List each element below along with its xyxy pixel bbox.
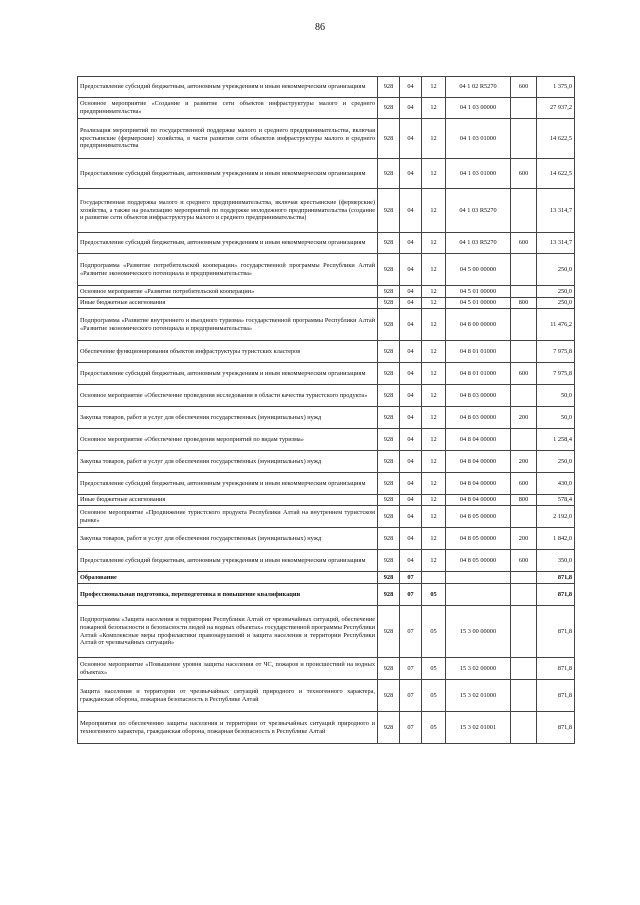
table-row [78,550,575,572]
cell-subsection: 05 [422,658,446,680]
cell-subsection: 12 [422,473,446,495]
cell-subsection: 12 [422,98,446,119]
cell-target-article: 04 5 01 00000 [446,298,511,309]
cell-target-article: 15 3 02 01001 [446,712,511,744]
cell-name: Мероприятия по обеспечению защиты населения и территории от чрезвычайных ситуаций природного и техногенного характера, гражданская оборона, пожарная безопасность в Республике Алтай [78,712,378,744]
cell-expense-type [511,341,537,363]
cell-name: Подпрограмма «Защита населения и территории Республики Алтай от чрезвычайных ситуаций, обеспечение пожарной безопасности и безопасности людей на водных объектах» государственной программы Республики Алтай «Комплексные меры профилактики правонарушений и защита населения и территории Республики Алтай от чрезвычайных ситуаций» [78,606,378,658]
cell-grbs: 928 [378,298,400,309]
table-row [78,658,575,680]
cell-section: 04 [400,286,422,298]
cell-expense-type [511,119,537,159]
cell-subsection: 12 [422,407,446,429]
cell-name: Предоставление субсидий бюджетным, автономным учреждениям и иным некоммерческим организациям [78,363,378,385]
table-row [78,407,575,429]
cell-section: 04 [400,550,422,572]
cell-target-article: 04 1 02 R5270 [446,77,511,98]
cell-amount: 50,0 [537,385,575,407]
cell-name: Предоставление субсидий бюджетным, автономным учреждениям и иным некоммерческим организациям [78,550,378,572]
cell-grbs: 928 [378,159,400,189]
page-number: 86 [315,22,325,33]
cell-subsection: 12 [422,363,446,385]
cell-grbs: 928 [378,119,400,159]
cell-section: 04 [400,429,422,451]
cell-grbs: 928 [378,254,400,286]
cell-grbs: 928 [378,286,400,298]
cell-section: 04 [400,528,422,550]
table-row [78,189,575,233]
cell-amount: 7 975,8 [537,363,575,385]
cell-amount: 250,0 [537,254,575,286]
cell-amount: 2 192,0 [537,506,575,528]
cell-subsection: 12 [422,233,446,254]
table-row [78,495,575,506]
cell-grbs: 928 [378,584,400,606]
cell-expense-type [511,606,537,658]
cell-section: 04 [400,298,422,309]
cell-grbs: 928 [378,473,400,495]
cell-expense-type [511,506,537,528]
cell-amount: 578,4 [537,495,575,506]
cell-amount: 14 622,5 [537,159,575,189]
cell-target-article: 04 8 03 00000 [446,407,511,429]
cell-name: Предоставление субсидий бюджетным, автономным учреждениям и иным некоммерческим организациям [78,159,378,189]
cell-grbs: 928 [378,429,400,451]
cell-grbs: 928 [378,77,400,98]
cell-name: Закупка товаров, работ и услуг для обеспечения государственных (муниципальных) нужд [78,407,378,429]
cell-expense-type: 600 [511,233,537,254]
cell-grbs: 928 [378,506,400,528]
cell-subsection: 12 [422,298,446,309]
cell-name: Основное мероприятие «Создание и развитие сети объектов инфраструктуры малого и среднего предпринимательства» [78,98,378,119]
cell-subsection: 12 [422,309,446,341]
cell-grbs: 928 [378,189,400,233]
cell-target-article: 04 8 01 01000 [446,341,511,363]
cell-target-article: 04 8 04 00000 [446,495,511,506]
cell-section: 04 [400,495,422,506]
cell-amount: 430,0 [537,473,575,495]
cell-target-article: 04 8 05 00000 [446,550,511,572]
table-row [78,429,575,451]
budget-table [77,76,575,744]
table-row [78,572,575,584]
cell-name: Основное мероприятие «Продвижение туристского продукта Республики Алтай на внутреннем туристском рынке» [78,506,378,528]
cell-section: 07 [400,680,422,712]
table-row [78,298,575,309]
cell-subsection: 12 [422,189,446,233]
cell-name: Основное мероприятие «Развитие потребительской кооперации» [78,286,378,298]
cell-grbs: 928 [378,407,400,429]
table-row [78,77,575,98]
cell-expense-type [511,254,537,286]
cell-target-article: 04 8 01 01000 [446,363,511,385]
cell-expense-type: 600 [511,77,537,98]
cell-amount: 7 975,8 [537,341,575,363]
cell-amount: 250,0 [537,286,575,298]
cell-amount: 11 476,2 [537,309,575,341]
cell-amount: 13 314,7 [537,233,575,254]
cell-target-article: 04 5 00 00000 [446,254,511,286]
cell-name: Основное мероприятие «Обеспечение проведения мероприятий по видам туризма» [78,429,378,451]
table-row [78,584,575,606]
cell-target-article: 04 8 05 00000 [446,506,511,528]
cell-grbs: 928 [378,341,400,363]
cell-section: 04 [400,159,422,189]
table-row [78,606,575,658]
cell-expense-type [511,429,537,451]
cell-grbs: 928 [378,363,400,385]
cell-section: 07 [400,712,422,744]
cell-grbs: 928 [378,233,400,254]
cell-expense-type: 600 [511,550,537,572]
cell-subsection: 05 [422,606,446,658]
cell-expense-type: 200 [511,407,537,429]
cell-expense-type: 600 [511,473,537,495]
cell-target-article [446,584,511,606]
cell-subsection: 12 [422,451,446,473]
table-row [78,385,575,407]
cell-name: Защита населения и территории от чрезвычайных ситуаций природного и техногенного характера, гражданская оборона, пожарная безопасность в Республике Алтай [78,680,378,712]
cell-name: Подпрограмма «Развитие внутреннего и въездного туризма» государственной программы Республики Алтай «Развитие экономического потенциала и предпринимательства» [78,309,378,341]
cell-subsection: 12 [422,254,446,286]
cell-target-article: 15 3 00 00000 [446,606,511,658]
cell-name: Предоставление субсидий бюджетным, автономным учреждениям и иным некоммерческим организациям [78,473,378,495]
cell-expense-type: 800 [511,298,537,309]
cell-amount: 871,8 [537,584,575,606]
table-row [78,451,575,473]
cell-grbs: 928 [378,309,400,341]
table-row [78,712,575,744]
cell-name: Основное мероприятие «Обеспечение проведения исследования в области качества туристского продукта» [78,385,378,407]
cell-name: Основное мероприятие «Повышение уровня защиты населения от ЧС, пожаров и происшествий на водных объектах» [78,658,378,680]
cell-name: Иные бюджетные ассигнования [78,495,378,506]
cell-expense-type: 600 [511,159,537,189]
cell-section: 04 [400,341,422,363]
cell-subsection: 12 [422,495,446,506]
table-row [78,98,575,119]
cell-grbs: 928 [378,572,400,584]
cell-section: 07 [400,658,422,680]
cell-grbs: 928 [378,495,400,506]
cell-name: Обеспечение функционирования объектов инфраструктуры туристских кластеров [78,341,378,363]
cell-grbs: 928 [378,98,400,119]
cell-target-article: 04 1 03 R5270 [446,189,511,233]
cell-target-article: 04 8 04 00000 [446,429,511,451]
cell-amount: 871,8 [537,712,575,744]
cell-subsection [422,572,446,584]
cell-name: Государственная поддержка малого и среднего предпринимательства, включая крестьянские (фермерские) хозяйства, а также на реализацию мероприятий по поддержке молодежного предпринимательства (создание и развитие сети объектов инфраструктуры малого и среднего предпринимательства) [78,189,378,233]
cell-section: 04 [400,233,422,254]
cell-subsection: 12 [422,550,446,572]
table-row [78,528,575,550]
cell-target-article: 04 8 05 00000 [446,528,511,550]
cell-expense-type [511,286,537,298]
cell-subsection: 12 [422,286,446,298]
table-row [78,473,575,495]
cell-expense-type [511,98,537,119]
cell-section: 04 [400,189,422,233]
cell-expense-type [511,189,537,233]
cell-grbs: 928 [378,658,400,680]
cell-amount: 13 314,7 [537,189,575,233]
cell-expense-type [511,385,537,407]
cell-amount: 27 937,2 [537,98,575,119]
cell-section: 04 [400,451,422,473]
cell-section: 07 [400,606,422,658]
table-row [78,286,575,298]
cell-subsection: 12 [422,385,446,407]
cell-section: 04 [400,77,422,98]
cell-amount: 350,0 [537,550,575,572]
cell-target-article: 04 1 03 R5270 [446,233,511,254]
cell-subsection: 12 [422,506,446,528]
cell-subsection: 05 [422,712,446,744]
cell-expense-type: 600 [511,363,537,385]
cell-expense-type [511,572,537,584]
cell-section: 07 [400,572,422,584]
cell-amount: 1 258,4 [537,429,575,451]
cell-expense-type [511,584,537,606]
cell-name: Подпрограмма «Развитие потребительской кооперации» государственной программы Республики Алтай «Развитие экономического потенциала и предпринимательства» [78,254,378,286]
table-row [78,506,575,528]
table-body [78,77,575,744]
cell-subsection: 12 [422,77,446,98]
cell-amount: 50,0 [537,407,575,429]
cell-target-article: 04 1 03 00000 [446,98,511,119]
cell-target-article: 04 8 04 00000 [446,451,511,473]
table-row [78,233,575,254]
table-row [78,341,575,363]
cell-amount: 871,8 [537,680,575,712]
cell-subsection: 12 [422,119,446,159]
cell-subsection: 05 [422,584,446,606]
table-row [78,159,575,189]
cell-section: 04 [400,119,422,159]
cell-grbs: 928 [378,550,400,572]
cell-name: Профессиональная подготовка, переподготовка и повышение квалификации [78,584,378,606]
table-row [78,309,575,341]
cell-expense-type [511,680,537,712]
cell-subsection: 05 [422,680,446,712]
cell-amount: 250,0 [537,298,575,309]
cell-amount: 871,8 [537,572,575,584]
cell-expense-type [511,309,537,341]
cell-target-article: 04 5 01 00000 [446,286,511,298]
cell-section: 04 [400,506,422,528]
cell-subsection: 12 [422,528,446,550]
cell-section: 07 [400,584,422,606]
cell-name: Предоставление субсидий бюджетным, автономным учреждениям и иным некоммерческим организациям [78,233,378,254]
cell-subsection: 12 [422,341,446,363]
cell-grbs: 928 [378,385,400,407]
cell-target-article: 15 3 02 00000 [446,658,511,680]
cell-target-article: 04 8 00 00000 [446,309,511,341]
cell-name: Закупка товаров, работ и услуг для обеспечения государственных (муниципальных) нужд [78,451,378,473]
cell-expense-type: 200 [511,451,537,473]
table-row [78,680,575,712]
cell-grbs: 928 [378,606,400,658]
cell-section: 04 [400,385,422,407]
cell-section: 04 [400,254,422,286]
cell-name: Реализация мероприятий по государственной поддержке малого и среднего предпринимательства, включая крестьянские (фермерские) хозяйства, в части развития сети объектов инфраструктуры малого и среднего предпринимательства [78,119,378,159]
cell-section: 04 [400,98,422,119]
cell-expense-type: 200 [511,528,537,550]
cell-amount: 1 375,0 [537,77,575,98]
cell-amount: 250,0 [537,451,575,473]
cell-section: 04 [400,363,422,385]
cell-target-article [446,572,511,584]
cell-grbs: 928 [378,680,400,712]
cell-grbs: 928 [378,712,400,744]
table-row [78,254,575,286]
cell-subsection: 12 [422,159,446,189]
cell-section: 04 [400,407,422,429]
cell-name: Закупка товаров, работ и услуг для обеспечения государственных (муниципальных) нужд [78,528,378,550]
cell-target-article: 04 1 03 01000 [446,159,511,189]
table-row [78,119,575,159]
cell-target-article: 15 3 02 01000 [446,680,511,712]
cell-target-article: 04 1 03 01000 [446,119,511,159]
cell-expense-type: 800 [511,495,537,506]
cell-grbs: 928 [378,528,400,550]
cell-section: 04 [400,309,422,341]
cell-expense-type [511,712,537,744]
cell-name: Образование [78,572,378,584]
cell-amount: 1 842,0 [537,528,575,550]
cell-name: Иные бюджетные ассигнования [78,298,378,309]
cell-subsection: 12 [422,429,446,451]
table-row [78,363,575,385]
cell-amount: 871,8 [537,658,575,680]
cell-expense-type [511,658,537,680]
cell-name: Предоставление субсидий бюджетным, автономным учреждениям и иным некоммерческим организациям [78,77,378,98]
cell-section: 04 [400,473,422,495]
cell-target-article: 04 8 03 00000 [446,385,511,407]
cell-grbs: 928 [378,451,400,473]
cell-amount: 14 622,5 [537,119,575,159]
cell-target-article: 04 8 04 00000 [446,473,511,495]
cell-amount: 871,8 [537,606,575,658]
